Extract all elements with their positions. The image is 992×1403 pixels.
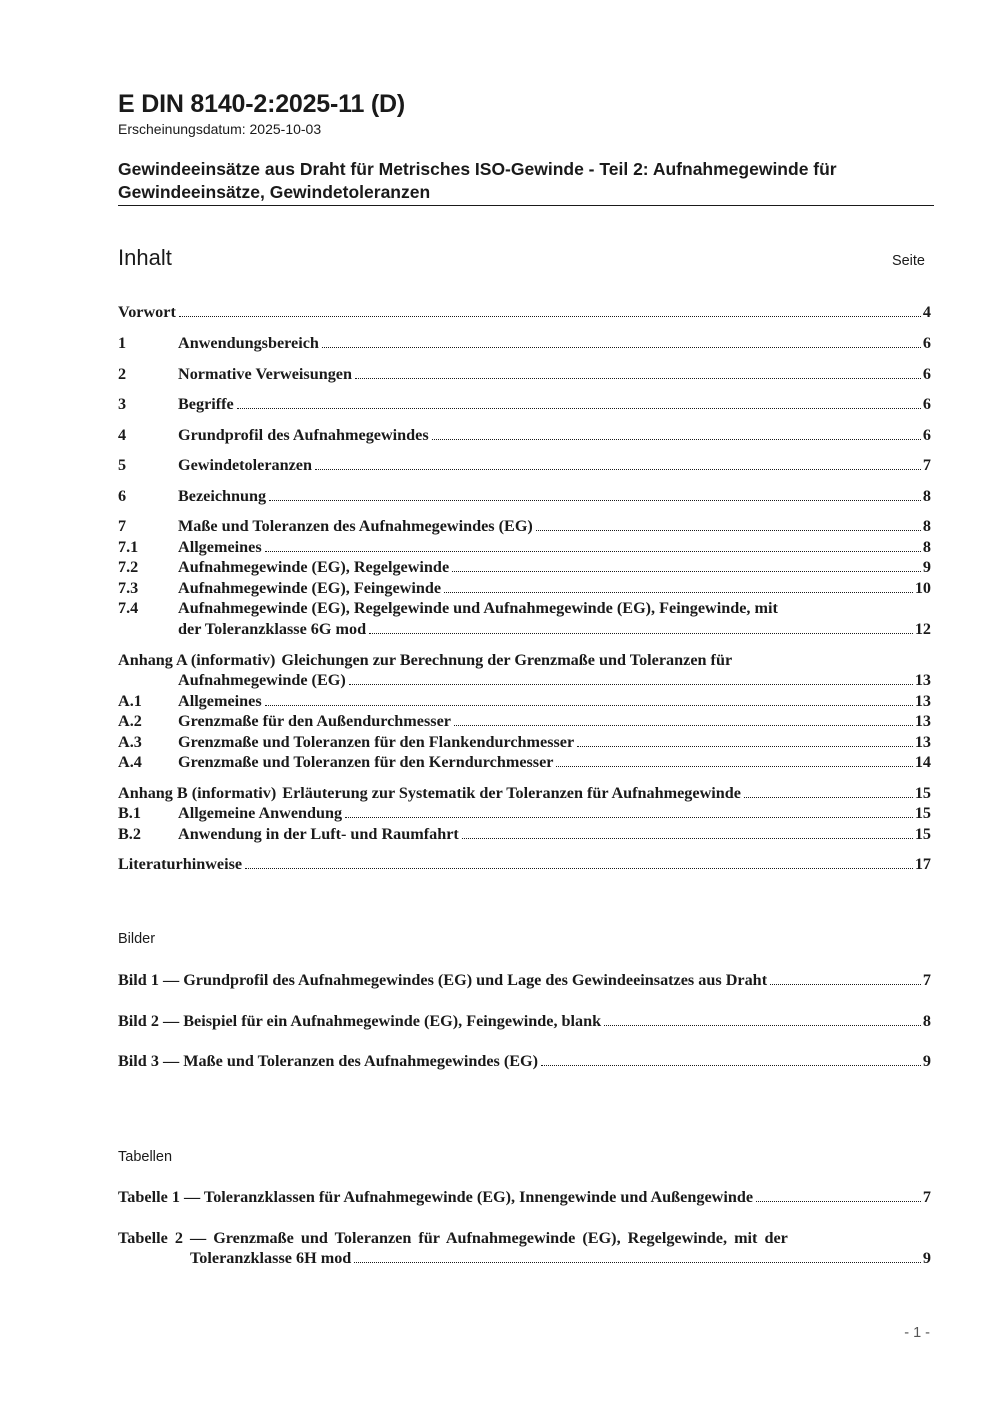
toc-entry-annex-a-line1[interactable] [118, 650, 931, 670]
table-entry-2-line2[interactable] [190, 1248, 931, 1268]
annex-prefix: Anhang A (informativ) [118, 651, 276, 669]
dot-leader [354, 1262, 921, 1263]
toc-entry-literaturhinweise[interactable] [118, 854, 931, 874]
toc-entry-2[interactable] [118, 364, 931, 384]
toc-entry-page: 12 [914, 620, 931, 638]
toc-entry-7-3[interactable] [118, 578, 931, 598]
dot-leader [541, 1065, 921, 1066]
toc-entry-text: Aufnahmegewinde (EG), Regelgewinde und Aufnahmegewinde (EG), Feingewinde, mit [178, 599, 778, 617]
document-title: Gewindeeinsätze aus Draht für Metrisches ISO-Gewinde - Teil 2: Aufnahmegewinde für Gewindeeinsätze, Gewindetoleranzen [118, 159, 837, 202]
toc-entry-page: 8 [922, 517, 931, 535]
table-entry-page: 7 [922, 1188, 931, 1206]
toc-entry-page: 6 [922, 365, 931, 383]
table-entry-page: 9 [922, 1249, 931, 1267]
dot-leader [265, 705, 913, 706]
toc-entry-text: Allgemeines [178, 692, 262, 710]
toc-entry-number: A.2 [118, 712, 142, 730]
toc-entry-page: 6 [922, 426, 931, 444]
toc-heading: Inhalt [118, 245, 172, 270]
toc-entry-page: 13 [914, 671, 931, 689]
toc-entry-text: Erläuterung zur Systematik der Toleranzen für Aufnahmegewinde [282, 784, 741, 802]
toc-entry-page: 8 [922, 538, 931, 556]
toc-entry-text: Bezeichnung [178, 487, 267, 505]
toc-entry-number: A.4 [118, 753, 142, 771]
dot-leader [577, 746, 913, 747]
toc-entry-number: 6 [118, 487, 127, 505]
toc-entry-number: 1 [118, 334, 127, 352]
toc-entry-text: Aufnahmegewinde (EG), Feingewinde [178, 579, 442, 597]
figure-entry-3[interactable] [118, 1051, 931, 1071]
toc-entry-b-2[interactable] [118, 824, 931, 844]
toc-entry-text: Begriffe [178, 395, 234, 413]
dot-leader [315, 469, 921, 470]
toc-entry-number: 4 [118, 426, 127, 444]
figure-entry-page: 9 [922, 1052, 931, 1070]
annex-prefix: Anhang B (informativ) [118, 784, 277, 802]
dot-leader [237, 408, 921, 409]
toc-entry-4[interactable] [118, 425, 931, 445]
toc-entry-7-2[interactable] [118, 557, 931, 577]
dot-leader [604, 1025, 921, 1026]
toc-entry-number: 7.1 [118, 538, 139, 556]
toc-entry-text: Grundprofil des Aufnahmegewindes [178, 426, 429, 444]
toc-entry-text: Literaturhinweise [118, 855, 243, 873]
table-entry-1[interactable] [118, 1187, 931, 1207]
toc-entry-page: 7 [922, 456, 931, 474]
dot-leader [432, 439, 921, 440]
toc-entry-page: 17 [914, 855, 931, 873]
toc-entry-7-4-line2[interactable] [118, 619, 931, 639]
toc-entry-annex-a-line2[interactable] [118, 670, 931, 690]
dot-leader [322, 347, 921, 348]
page-number: - 1 - [904, 1325, 930, 1341]
figure-entry-text: Bild 2 — Beispiel für ein Aufnahmegewinde (EG), Feingewinde, blank [118, 1012, 602, 1030]
toc-entry-page: 13 [914, 692, 931, 710]
toc-entry-a-3[interactable] [118, 732, 931, 752]
dot-leader [536, 530, 921, 531]
dot-leader [556, 766, 912, 767]
toc-entry-page: 15 [914, 804, 931, 822]
toc-entry-6[interactable] [118, 486, 931, 506]
figures-list-label: Bilder [118, 931, 156, 947]
toc-entry-text: Aufnahmegewinde (EG) [178, 671, 346, 689]
figure-entry-page: 7 [922, 971, 931, 989]
figure-entry-text: Bild 1 — Grundprofil des Aufnahmegewindes (EG) und Lage des Gewindeeinsatzes aus Draht [118, 971, 768, 989]
publication-date: Erscheinungsdatum: 2025-10-03 [118, 121, 322, 137]
page-column-label: Seite [891, 253, 925, 269]
toc-entry-page: 10 [914, 579, 931, 597]
toc-entry-annex-b[interactable] [118, 783, 931, 803]
dot-leader [245, 868, 913, 869]
toc-entry-text: Aufnahmegewinde (EG), Regelgewinde [178, 558, 450, 576]
toc-entry-a-2[interactable] [118, 711, 931, 731]
dot-leader [756, 1201, 921, 1202]
toc-entry-text: Gewindetoleranzen [178, 456, 312, 474]
toc-entry-text: Anwendung in der Luft- und Raumfahrt [178, 825, 459, 843]
toc-entry-text: Allgemeine Anwendung [178, 804, 343, 822]
toc-entry-number: 7.4 [118, 599, 139, 617]
toc-entry-page: 6 [922, 334, 931, 352]
dot-leader [179, 316, 921, 317]
table-entry-text: Tabelle 2 — Grenzmaße und Toleranzen für Aufnahmegewinde (EG), Regelgewinde, mit der [118, 1229, 788, 1247]
toc-entry-a-4[interactable] [118, 752, 931, 772]
dot-leader [369, 633, 913, 634]
toc-entry-7[interactable] [118, 516, 931, 536]
table-entry-text: Toleranzklasse 6H mod [190, 1249, 352, 1267]
toc-entry-page: 4 [922, 303, 931, 321]
figure-entry-2[interactable] [118, 1011, 931, 1031]
toc-entry-page: 8 [922, 487, 931, 505]
toc-entry-text: Normative Verweisungen [178, 365, 352, 383]
figure-entry-1[interactable] [118, 970, 931, 990]
dot-leader [355, 378, 921, 379]
dot-leader [462, 838, 913, 839]
toc-entry-7-1[interactable] [118, 537, 931, 557]
toc-entry-7-4-line1[interactable] [118, 598, 931, 618]
toc-entry-a-1[interactable] [118, 691, 931, 711]
toc-entry-vorwort[interactable] [118, 302, 931, 322]
toc-entry-5[interactable] [118, 455, 931, 475]
dot-leader [454, 725, 913, 726]
toc-entry-page: 9 [922, 558, 931, 576]
table-entry-2-line1[interactable] [118, 1228, 931, 1248]
title-divider [118, 205, 934, 206]
toc-entry-page: 13 [914, 712, 931, 730]
toc-entry-page: 15 [914, 784, 931, 802]
toc-entry-text: Maße und Toleranzen des Aufnahmegewindes (EG) [178, 517, 533, 535]
toc-entry-number: 3 [118, 395, 127, 413]
toc-entry-number: B.2 [118, 825, 141, 843]
toc-entry-number: A.1 [118, 692, 142, 710]
dot-leader [265, 551, 921, 552]
toc-entry-b-1[interactable] [118, 803, 931, 823]
table-entry-text: Tabelle 1 — Toleranzklassen für Aufnahmegewinde (EG), Innengewinde und Außengewinde [118, 1188, 754, 1206]
dot-leader [770, 984, 921, 985]
dot-leader [269, 500, 921, 501]
toc-entry-text: Anwendungsbereich [178, 334, 319, 352]
toc-entry-text: Grenzmaße für den Außendurchmesser [178, 712, 451, 730]
toc-entry-text: Gleichungen zur Berechnung der Grenzmaße und Toleranzen für [281, 651, 733, 669]
dot-leader [444, 592, 913, 593]
toc-entry-number: 7 [118, 517, 127, 535]
toc-entry-1[interactable] [118, 333, 931, 353]
toc-entry-text: Grenzmaße und Toleranzen für den Flankendurchmesser [178, 733, 575, 751]
toc-entry-page: 15 [914, 825, 931, 843]
figure-entry-page: 8 [922, 1012, 931, 1030]
dot-leader [345, 817, 913, 818]
tables-list-label: Tabellen [118, 1149, 173, 1165]
toc-entry-page: 13 [914, 733, 931, 751]
toc-entry-text: Grenzmaße und Toleranzen für den Kerndurchmesser [178, 753, 554, 771]
toc-entry-number: 2 [118, 365, 127, 383]
dot-leader [452, 571, 921, 572]
toc-entry-number: A.3 [118, 733, 142, 751]
toc-entry-text: der Toleranzklasse 6G mod [178, 620, 367, 638]
dot-leader [744, 797, 913, 798]
toc-entry-text: Vorwort [118, 303, 176, 321]
document-id: E DIN 8140-2:2025-11 (D) [118, 90, 406, 118]
toc-entry-text: Allgemeines [178, 538, 262, 556]
toc-entry-number: 7.2 [118, 558, 139, 576]
toc-entry-page: 14 [914, 753, 931, 771]
toc-entry-number: 5 [118, 456, 127, 474]
toc-entry-number: B.1 [118, 804, 141, 822]
dot-leader [349, 684, 913, 685]
toc-entry-page: 6 [922, 395, 931, 413]
toc-entry-number: 7.3 [118, 579, 139, 597]
toc-entry-3[interactable] [118, 394, 931, 414]
figure-entry-text: Bild 3 — Maße und Toleranzen des Aufnahmegewindes (EG) [118, 1052, 539, 1070]
